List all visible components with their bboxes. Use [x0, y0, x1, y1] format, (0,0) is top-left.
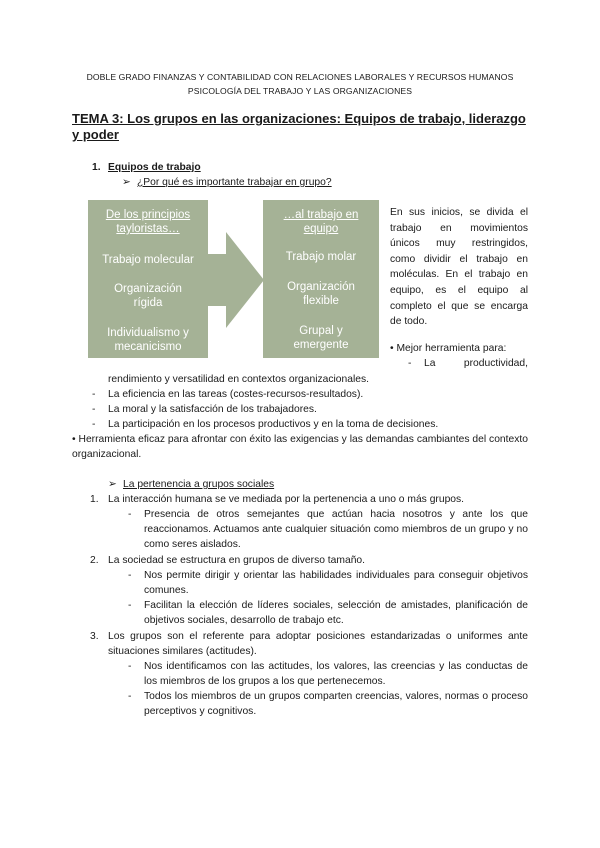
s2-sub-3b: Todos los miembros de un grupos comparten creencias, valores, normas o proceso perceptivos y cognitivos. — [144, 691, 528, 717]
section2-heading: La pertenencia a grupos sociales — [123, 479, 275, 490]
s2-sub-dash-3a: - — [128, 661, 132, 672]
s2-sub-dash-2b: - — [128, 600, 132, 611]
s2-sub-dash-3b: - — [128, 691, 132, 702]
s2-item-3: Los grupos son el referente para adoptar posiciones estandarizadas o uniformes ante situaciones similares (actitudes). — [108, 631, 528, 657]
list1-continuation: rendimiento y versatilidad en contextos organizacionales. — [108, 374, 370, 385]
la-end: productividad, — [463, 358, 528, 369]
s2-sub-dash-1a: - — [128, 509, 132, 520]
section2-arrow: ➢ — [108, 479, 117, 490]
s2-item-1: La interacción humana se ve mediada por la pertenencia a uno o más grupos. — [108, 494, 465, 505]
list1-item-3: La participación en los procesos productivos y en la toma de decisiones. — [108, 419, 439, 430]
right-title-1: …al trabajo en — [283, 209, 359, 221]
bullet-arrow: ➢ — [122, 177, 131, 188]
right-item-3a: Grupal y — [299, 325, 343, 337]
s2-sub-3a: Nos identificamos con las actitudes, los valores, las creencias y las conductas de los miembros de los grupos a los que pertenecemos. — [144, 661, 528, 687]
left-item-3b: mecanicismo — [114, 341, 182, 353]
header-line-2: PSICOLOGÍA DEL TRABAJO Y LAS ORGANIZACIONES — [187, 86, 413, 96]
list1-dash-2: - — [92, 404, 96, 415]
left-item-2b: rígida — [133, 297, 163, 309]
diagram-right-box — [263, 200, 379, 358]
s2-sub-1a: Presencia de otros semejantes que actúan hacia nosotros y ante los que reaccionamos. Actuamos ante cualquier situación como miembros de un grupo y no como seres aislados. — [144, 509, 528, 550]
left-item-1: Trabajo molecular — [102, 254, 194, 266]
header-line-1: DOBLE GRADO FINANZAS Y CONTABILIDAD CON RELACIONES LABORALES Y RECURSOS HUMANOS — [86, 72, 514, 82]
s2-num-2: 2. — [90, 555, 99, 566]
list1-dash-3: - — [92, 419, 96, 430]
left-title-2: tayloristas… — [116, 223, 180, 235]
mejor-herramienta: • Mejor herramienta para: — [390, 343, 507, 354]
list1-dash-1: - — [92, 389, 96, 400]
section-heading: Equipos de trabajo — [108, 162, 201, 173]
left-title-1: De los principios — [105, 209, 191, 221]
la-word: La — [424, 358, 436, 369]
list1-item-1: La eficiencia en las tareas (costes-recursos-resultados). — [108, 389, 364, 400]
s2-num-3: 3. — [90, 631, 99, 642]
list1-item-2: La moral y la satisfacción de los trabajadores. — [108, 404, 317, 415]
side-paragraph: En sus inicios, se divida el trabajo en movimientos únicos muy restringidos, como dividir el trabajo en moléculas. En el trabajo en equipo, es el equipo al completo el que se encarga de todo. — [390, 207, 528, 328]
diagram-arrow-icon — [204, 232, 266, 328]
s2-sub-dash-2a: - — [128, 570, 132, 581]
right-item-2b: flexible — [303, 295, 339, 307]
section-question: ¿Por qué es importante trabajar en grupo? — [137, 177, 332, 188]
right-item-2a: Organización — [287, 281, 355, 293]
s2-sub-2b: Facilitan la elección de líderes sociales, selección de amistades, planificación de objetivos sociales, desarrollo de trabajo etc. — [144, 600, 528, 626]
diagram-left-box — [88, 200, 208, 358]
section-number: 1. — [92, 162, 101, 173]
page-title: TEMA 3: Los grupos en las organizaciones: Equipos de trabajo, liderazgo y poder — [72, 111, 526, 142]
s2-sub-2a: Nos permite dirigir y orientar las habilidades individuales para conseguir objetivos comunes. — [144, 570, 528, 596]
eficaz-paragraph: • Herramienta eficaz para afrontar con éxito las exigencias y las demandas cambiantes del contexto organizacional. — [72, 434, 528, 460]
right-item-1: Trabajo molar — [285, 251, 357, 263]
left-item-2a: Organización — [114, 283, 182, 295]
s2-num-1: 1. — [90, 494, 99, 505]
left-item-3a: Individualismo y — [107, 327, 189, 339]
right-title-2: equipo — [303, 223, 339, 235]
la-dash: - — [408, 358, 412, 369]
s2-item-2: La sociedad se estructura en grupos de diverso tamaño. — [108, 555, 366, 566]
right-item-3b: emergente — [293, 339, 349, 351]
